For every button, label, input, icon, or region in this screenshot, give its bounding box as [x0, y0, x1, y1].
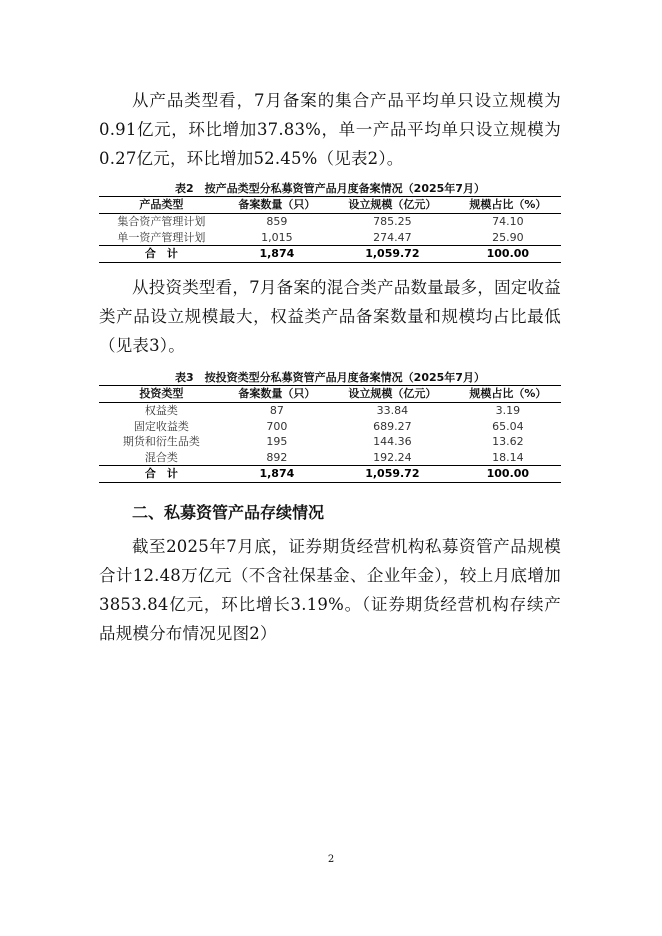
table-cell: 25.90 — [492, 230, 524, 244]
table-cell: 1,059.72 — [330, 466, 455, 483]
table-row — [99, 230, 561, 246]
table2-header-type: 产品类型 — [99, 197, 224, 214]
table3-caption: 表3 按投资类型分私募资管产品月度备案情况（2025年7月） — [175, 371, 485, 384]
table3-header-count: 备案数量（只） — [224, 386, 330, 403]
table-cell: 18.14 — [492, 450, 524, 464]
table-row — [99, 434, 561, 450]
table2-header-count: 备案数量（只） — [224, 197, 330, 214]
table-cell: 65.04 — [492, 419, 524, 433]
table2-header-scale: 设立规模（亿元） — [330, 197, 455, 214]
table-cell: 859 — [266, 215, 288, 228]
table-cell: 集合资产管理计划 — [117, 215, 206, 228]
table-cell: 74.10 — [492, 215, 524, 228]
table-row — [99, 419, 561, 435]
paragraph-investment-type: 从投资类型看，7月备案的混合类产品数量最多，固定收益类产品设立规模最大，权益类产品备案数量和规模均占比最低（见表3）。 — [99, 278, 561, 355]
table-cell: 1,874 — [224, 246, 330, 263]
table-cell: 期货和衍生品类 — [122, 435, 200, 448]
table-row — [99, 214, 561, 230]
table3 — [99, 385, 561, 483]
table-cell: 1,874 — [224, 466, 330, 483]
table2-caption: 表2 按产品类型分私募资管产品月度备案情况（2025年7月） — [175, 182, 485, 195]
table-cell: 144.36 — [373, 435, 412, 448]
table-cell: 合 计 — [99, 466, 224, 483]
table-cell: 固定收益类 — [133, 419, 189, 433]
table-cell: 100.00 — [455, 466, 561, 483]
paragraph-outstanding-scale: 截至2025年7月底，证券期货经营机构私募资管产品规模合计12.48万亿元（不含社保基金、企业年金），较上月底增加3853.84亿元，环比增长3.19%。（证券期货经营机构存续产品规模分布情况见图2） — [99, 537, 561, 643]
table3-header-scale: 设立规模（亿元） — [330, 386, 455, 403]
table-cell: 33.84 — [376, 404, 409, 417]
table-cell: 3.19 — [495, 404, 521, 417]
table-cell: 100.00 — [455, 246, 561, 263]
table-cell: 1,059.72 — [330, 246, 455, 263]
section-heading: 二、私募资管产品存续情况 — [132, 503, 325, 522]
table-cell: 785.25 — [373, 215, 412, 228]
table-cell: 13.62 — [492, 435, 524, 448]
table-cell: 87 — [269, 404, 284, 417]
table-cell: 700 — [266, 419, 288, 433]
table2-header-share: 规模占比（%） — [455, 197, 561, 214]
table3-total-row — [99, 466, 561, 483]
table-row — [99, 403, 561, 419]
table2-header-row — [99, 197, 561, 214]
table2 — [99, 196, 561, 263]
table-cell: 1,015 — [261, 230, 293, 244]
table-cell: 689.27 — [373, 419, 412, 433]
table-cell: 892 — [266, 450, 288, 464]
page-number: 2 — [327, 854, 335, 865]
table-cell: 权益类 — [144, 404, 178, 417]
table-cell: 192.24 — [373, 450, 412, 464]
table-cell: 274.47 — [373, 230, 412, 244]
table-cell: 合 计 — [99, 246, 224, 263]
table3-header-type: 投资类型 — [99, 386, 224, 403]
table2-total-row — [99, 246, 561, 263]
paragraph-product-type: 从产品类型看，7月备案的集合产品平均单只设立规模为0.91亿元，环比增加37.83%，单一产品平均单只设立规模为0.27亿元，环比增加52.45%（见表2）。 — [99, 91, 561, 168]
table3-header-share: 规模占比（%） — [455, 386, 561, 403]
table-cell: 195 — [266, 435, 288, 448]
table3-header-row — [99, 386, 561, 403]
table-cell: 单一资产管理计划 — [117, 230, 206, 244]
table-cell: 混合类 — [144, 450, 178, 464]
table-row — [99, 450, 561, 466]
